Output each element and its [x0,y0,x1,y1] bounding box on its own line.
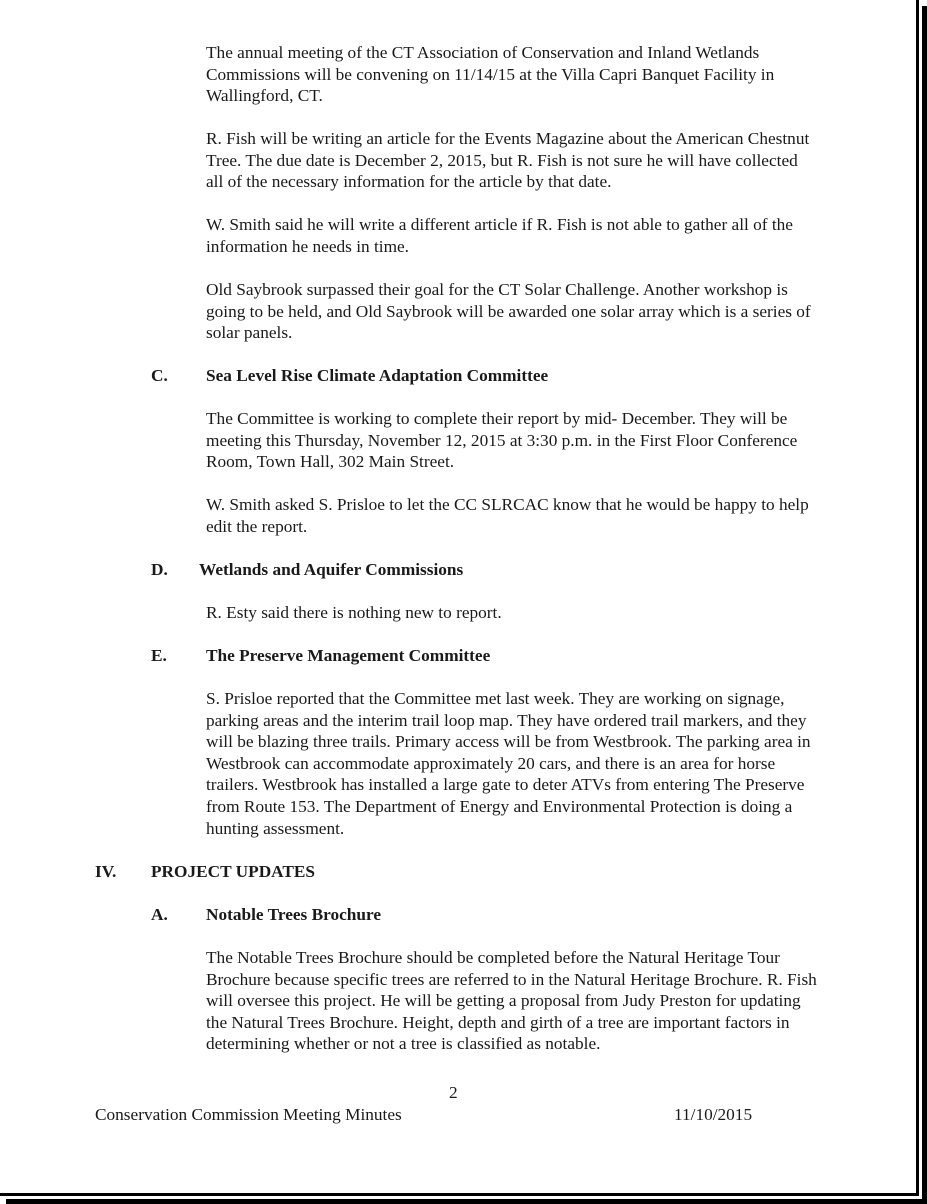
section-c-letter: C. [151,366,168,385]
paragraph-events-magazine: R. Fish will be writing an article for the Events Magazine about the American Chestnut Tree. The due date is December 2, 2015, but R. Fish is not sure he will have collected all of the necessary information for the article by that date. [206,129,810,192]
section-e-letter: E. [151,646,167,665]
section-iv-a-paragraph: The Notable Trees Brochure should be completed before the Natural Heritage Tour Brochure because specific trees are referred to in the Natural Heritage Brochure. R. Fish will oversee this project. He will be getting a proposal from Judy Preston for updating the Natural Trees Brochure. Height, depth and girth of a tree are important factors in determining whether or not a tree is classified as notable. [206,948,817,1054]
footer-title: Conservation Commission Meeting Minutes [95,1105,402,1124]
section-iv-a-letter: A. [151,905,168,924]
page-number: 2 [449,1083,458,1102]
section-d-heading: Wetlands and Aquifer Commissions [199,560,464,579]
section-e-paragraph: S. Prisloe reported that the Committee met last week. They are working on signage, parking areas and the interim trail loop map. They have ordered trail markers, and they will be blazing three trails. Primary access will be from Westbrook. The parking area in Westbrook can accommodate approximately 20 cars, and there is an area for horse trailers. Westbrook has installed a large gate to deter ATVs from entering The Preserve from Route 153. The Department of Energy and Environmental Protection is doing a hunting assessment. [206,689,811,838]
section-d-paragraph: R. Esty said there is nothing new to report. [206,603,502,622]
section-iv-heading: PROJECT UPDATES [151,862,316,881]
section-c-paragraph-report: The Committee is working to complete their report by mid- December. They will be meeting this Thursday, November 12, 2015 at 3:30 p.m. in the First Floor Conference Room, Town Hall, 302 Main Street. [206,409,798,472]
section-iv-numeral: IV. [95,862,117,881]
paragraph-different-article: W. Smith said he will write a different article if R. Fish is not able to gather all of the information he needs in time. [206,215,793,256]
section-c-heading: Sea Level Rise Climate Adaptation Committee [206,366,549,385]
footer-date: 11/10/2015 [674,1105,753,1124]
paragraph-solar-challenge: Old Saybrook surpassed their goal for the CT Solar Challenge. Another workshop is going to be held, and Old Saybrook will be awarded one solar array which is a series of solar panels. [206,280,811,343]
section-c-paragraph-edit: W. Smith asked S. Prisloe to let the CC SLRCAC know that he would be happy to help edit the report. [206,495,809,536]
section-e-heading: The Preserve Management Committee [206,646,491,665]
page-shadow-right [922,6,927,1204]
paragraph-annual-meeting: The annual meeting of the CT Association of Conservation and Inland Wetlands Commissions will be convening on 11/14/15 at the Villa Capri Banquet Facility in Wallingford, CT. [206,43,775,106]
section-iv-a-heading: Notable Trees Brochure [206,905,382,924]
section-d-letter: D. [151,560,168,579]
page-shadow-bottom [6,1199,927,1204]
